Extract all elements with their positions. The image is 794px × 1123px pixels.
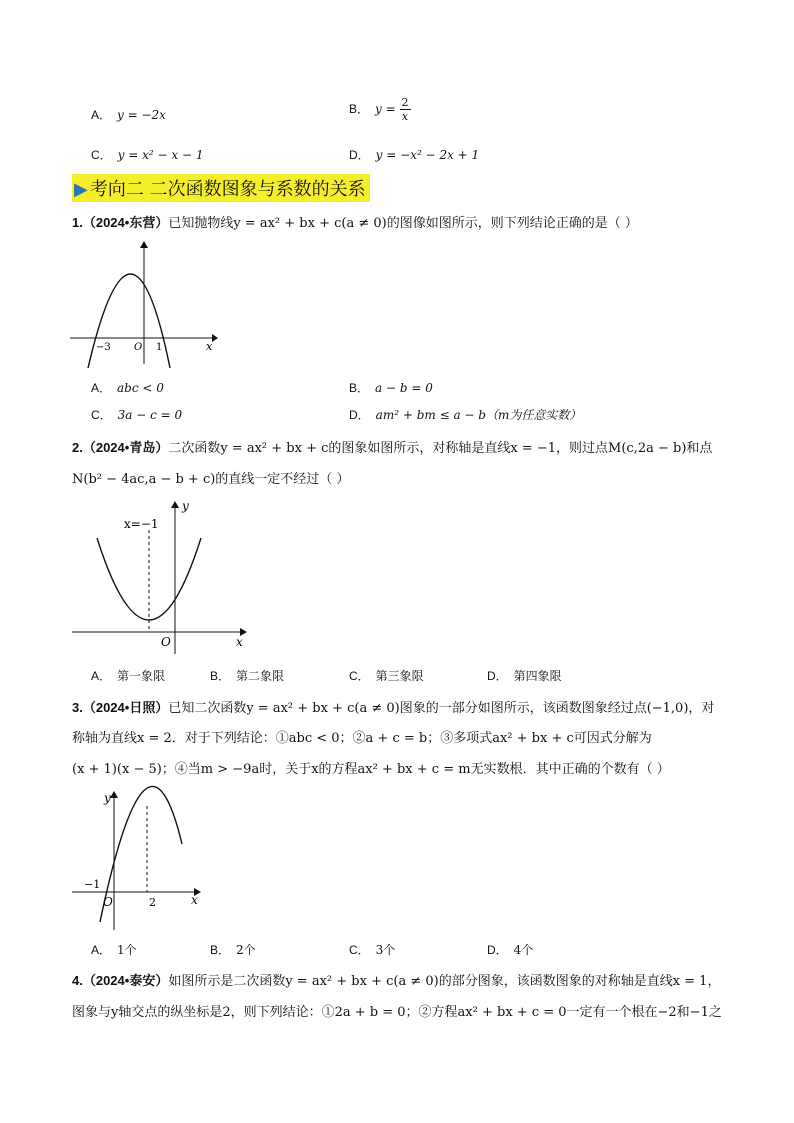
question-text: 已知二次函数y = ax² + bx + c(a ≠ 0)图象的一部分如图所示，该函数图象经过点(−1,0)，对: [168, 701, 715, 716]
q1-option-b: [349, 379, 433, 396]
question-source: （2024•东营）: [82, 215, 169, 230]
option-label: D．: [487, 943, 508, 957]
numerator: 2: [401, 96, 409, 109]
y-axis-label: y: [182, 499, 189, 513]
q1-option-a: [91, 379, 164, 396]
option-text: 第一象限: [117, 669, 166, 683]
option-label: C．: [349, 669, 370, 683]
question-text: 已知抛物线y = ax² + bx + c(a ≠ 0)的图像如图所示，则下列结论正确的是（ ）: [168, 216, 638, 231]
q2-option-c: [349, 667, 424, 684]
option-text: 第二象限: [236, 669, 285, 683]
option-label: C．: [91, 148, 112, 162]
x-axis-label: x: [236, 635, 243, 649]
question-source: （2024•泰安）: [82, 973, 169, 988]
q3-option-d: [487, 941, 533, 958]
option-text: 4个: [513, 943, 534, 957]
option-label: D．: [349, 148, 370, 162]
x-axis-label: x: [191, 893, 198, 907]
option-label: B．: [210, 943, 231, 957]
option-label: A．: [91, 381, 112, 395]
question-number: 2.: [72, 440, 83, 455]
q2-option-a: [91, 667, 165, 684]
q3-option-b: [210, 941, 256, 958]
symmetry-axis-label: x=−1: [124, 517, 159, 531]
option-text: 1个: [117, 943, 137, 957]
option-text: am² + bm ≤ a − b（m为任意实数）: [375, 408, 582, 422]
q1-option-c: [91, 406, 182, 423]
q2-option-d: [487, 667, 562, 684]
tick-label-neg1: −1: [84, 878, 101, 891]
option-label: B．: [349, 102, 370, 116]
option-label: C．: [349, 943, 370, 957]
question-text: 二次函数y = ax² + bx + c的图象如图所示，对称轴是直线x = −1，则过点M(c,2a − b)和点: [168, 441, 713, 456]
option-label: C．: [91, 408, 112, 422]
question-source: （2024•青岛）: [82, 440, 169, 455]
origin-label: O: [161, 635, 171, 649]
tick-label-1: 1: [156, 342, 163, 353]
question-text: 图象与y轴交点的纵坐标是2，则下列结论：①2a + b = 0；②方程ax² + bx + c = 0一定有一个根在−2和−1之: [72, 1005, 722, 1020]
y-axis-arrow-icon: [171, 501, 179, 508]
question-text: 称轴为直线x = 2．对于下列结论：①abc < 0；②a + c = b；③多项式ax² + bx + c可因式分解为: [72, 731, 652, 746]
x-axis-label: x: [206, 340, 213, 353]
option-label: A．: [91, 108, 112, 122]
option-d: [349, 146, 479, 163]
origin-label: O: [103, 895, 113, 909]
option-text: 第四象限: [513, 669, 562, 683]
question-2-graph: [66, 494, 256, 658]
option-label: B．: [210, 669, 231, 683]
question-2-stem-line2: [72, 468, 349, 487]
question-number: 3.: [72, 700, 83, 715]
question-4-stem-line2: [72, 1001, 722, 1020]
tick-label-2: 2: [149, 896, 156, 909]
option-a: [91, 106, 166, 123]
question-1-stem: [72, 212, 638, 231]
question-2-stem-line1: [72, 437, 712, 456]
x-axis-arrow-icon: [212, 334, 218, 342]
y-axis-arrow-icon: [140, 241, 148, 248]
question-source: （2024•日照）: [82, 700, 169, 715]
question-1-graph: [66, 240, 220, 368]
question-text: (x + 1)(x − 5)；④当m > −9a时，关于x的方程ax² + bx + c = m无实数根．其中正确的个数有（ ）: [72, 762, 670, 777]
option-text: abc < 0: [117, 381, 164, 395]
y-axis-arrow-icon: [110, 791, 118, 798]
q1-option-d: [349, 406, 581, 423]
option-label: A．: [91, 943, 112, 957]
option-text: y = −x² − 2x + 1: [375, 148, 480, 162]
question-text: 如图所示是二次函数y = ax² + bx + c(a ≠ 0)的部分图象，该函数图象的对称轴是直线x = 1，: [168, 974, 721, 989]
tick-label-neg3: −3: [96, 342, 111, 353]
q3-option-a: [91, 941, 137, 958]
triangle-marker-icon: ▶: [74, 179, 88, 200]
option-c: [91, 146, 203, 163]
option-b: [349, 96, 411, 123]
option-text: a − b = 0: [375, 381, 433, 395]
option-text: y =: [375, 102, 396, 116]
option-text: 3a − c = 0: [117, 408, 183, 422]
option-label: D．: [487, 669, 508, 683]
option-label: D．: [349, 408, 370, 422]
y-axis-label: y: [104, 791, 111, 805]
section-heading: [72, 174, 370, 202]
origin-label: O: [134, 342, 143, 353]
question-number: 4.: [72, 973, 83, 988]
denominator: x: [401, 110, 409, 123]
q3-option-c: [349, 941, 395, 958]
option-text: 第三象限: [375, 669, 424, 683]
option-text: y = x² − x − 1: [117, 148, 204, 162]
option-text: y = −2x: [117, 108, 166, 122]
q2-option-b: [210, 667, 284, 684]
option-label: B．: [349, 381, 370, 395]
question-3-stem-line2: [72, 727, 652, 746]
option-text: 3个: [375, 943, 396, 957]
section-title: 考向二 二次函数图象与系数的关系: [89, 179, 366, 200]
option-text: 2个: [236, 943, 256, 957]
parabola-curve: [88, 274, 170, 368]
question-3-stem-line3: [72, 758, 670, 777]
question-4-stem-line1: [72, 970, 720, 989]
option-label: A．: [91, 669, 112, 683]
fraction: [400, 96, 411, 123]
question-text: N(b² − 4ac,a − b + c)的直线一定不经过（ ）: [72, 472, 350, 487]
question-3-stem-line1: [72, 697, 714, 716]
question-number: 1.: [72, 215, 83, 230]
question-3-graph: [70, 784, 210, 934]
